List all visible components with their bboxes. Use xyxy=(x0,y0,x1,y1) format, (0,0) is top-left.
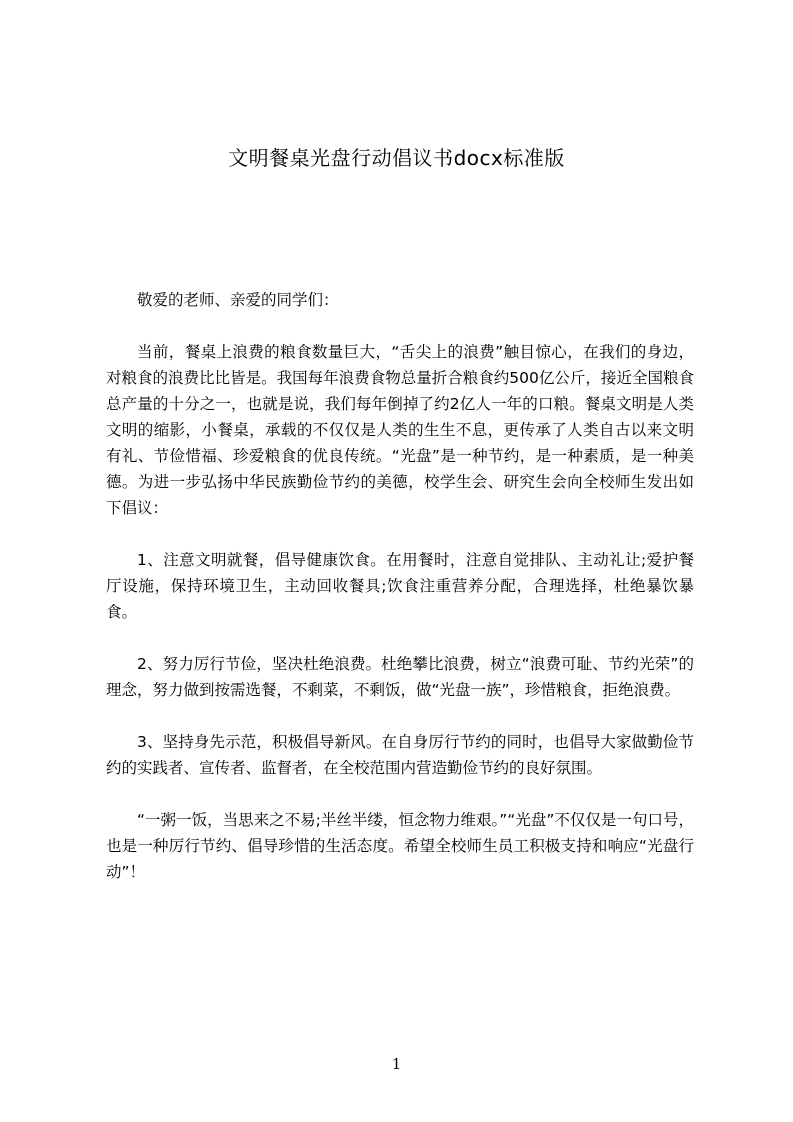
proposal-3-paragraph: 3、坚持身先示范，积极倡导新风。在自身厉行节约的同时，也倡导大家做勤俭节约的实践者、宣传者、监督者，在全校范围内营造勤俭节约的良好氛围。 xyxy=(106,733,694,777)
salutation-paragraph: 敬爱的老师、亲爱的同学们： xyxy=(137,291,339,309)
proposal-1-paragraph: 1、注意文明就餐，倡导健康饮食。在用餐时，注意自觉排队、主动礼让;爱护餐厅设施，保持环境卫生，主动回收餐具;饮食注重营养分配，合理选择，杜绝暴饮暴食。 xyxy=(106,551,694,621)
page-number: 1 xyxy=(391,1055,402,1073)
proposal-2-paragraph: 2、努力厉行节俭，坚决杜绝浪费。杜绝攀比浪费，树立“浪费可耻、节约光荣”的理念，努力做到按需选餐，不剩菜，不剩饭，做“光盘一族”，珍惜粮食，拒绝浪费。 xyxy=(106,655,694,699)
closing-paragraph: “一粥一饭，当思来之不易;半丝半缕，恒念物力维艰。”“光盘”不仅仅是一句口号，也是一种厉行节约、倡导珍惜的生活态度。希望全校师生员工积极支持和响应“光盘行动”！ xyxy=(106,811,694,881)
intro-paragraph: 当前，餐桌上浪费的粮食数量巨大，“舌尖上的浪费”触目惊心，在我们的身边，对粮食的浪费比比皆是。我国每年浪费食物总量折合粮食约500亿公斤，接近全国粮食总产量的十分之一，也就是说，我们每年倒掉了约2亿人一年的口粮。餐桌文明是人类文明的缩影，小餐桌，承载的不仅仅是人类的生生不息，更传承了人类自古以来文明有礼、节俭惜福、珍爱粮食的优良传统。“光盘”是一种节约，是一种素质，是一种美德。为进一步弘扬中华民族勤俭节约的美德，校学生会、研究生会向全校师生发出如下倡议： xyxy=(106,343,694,517)
document-title: 文明餐桌光盘行动倡议书docx标准版 xyxy=(228,146,565,170)
document-body xyxy=(106,287,694,885)
